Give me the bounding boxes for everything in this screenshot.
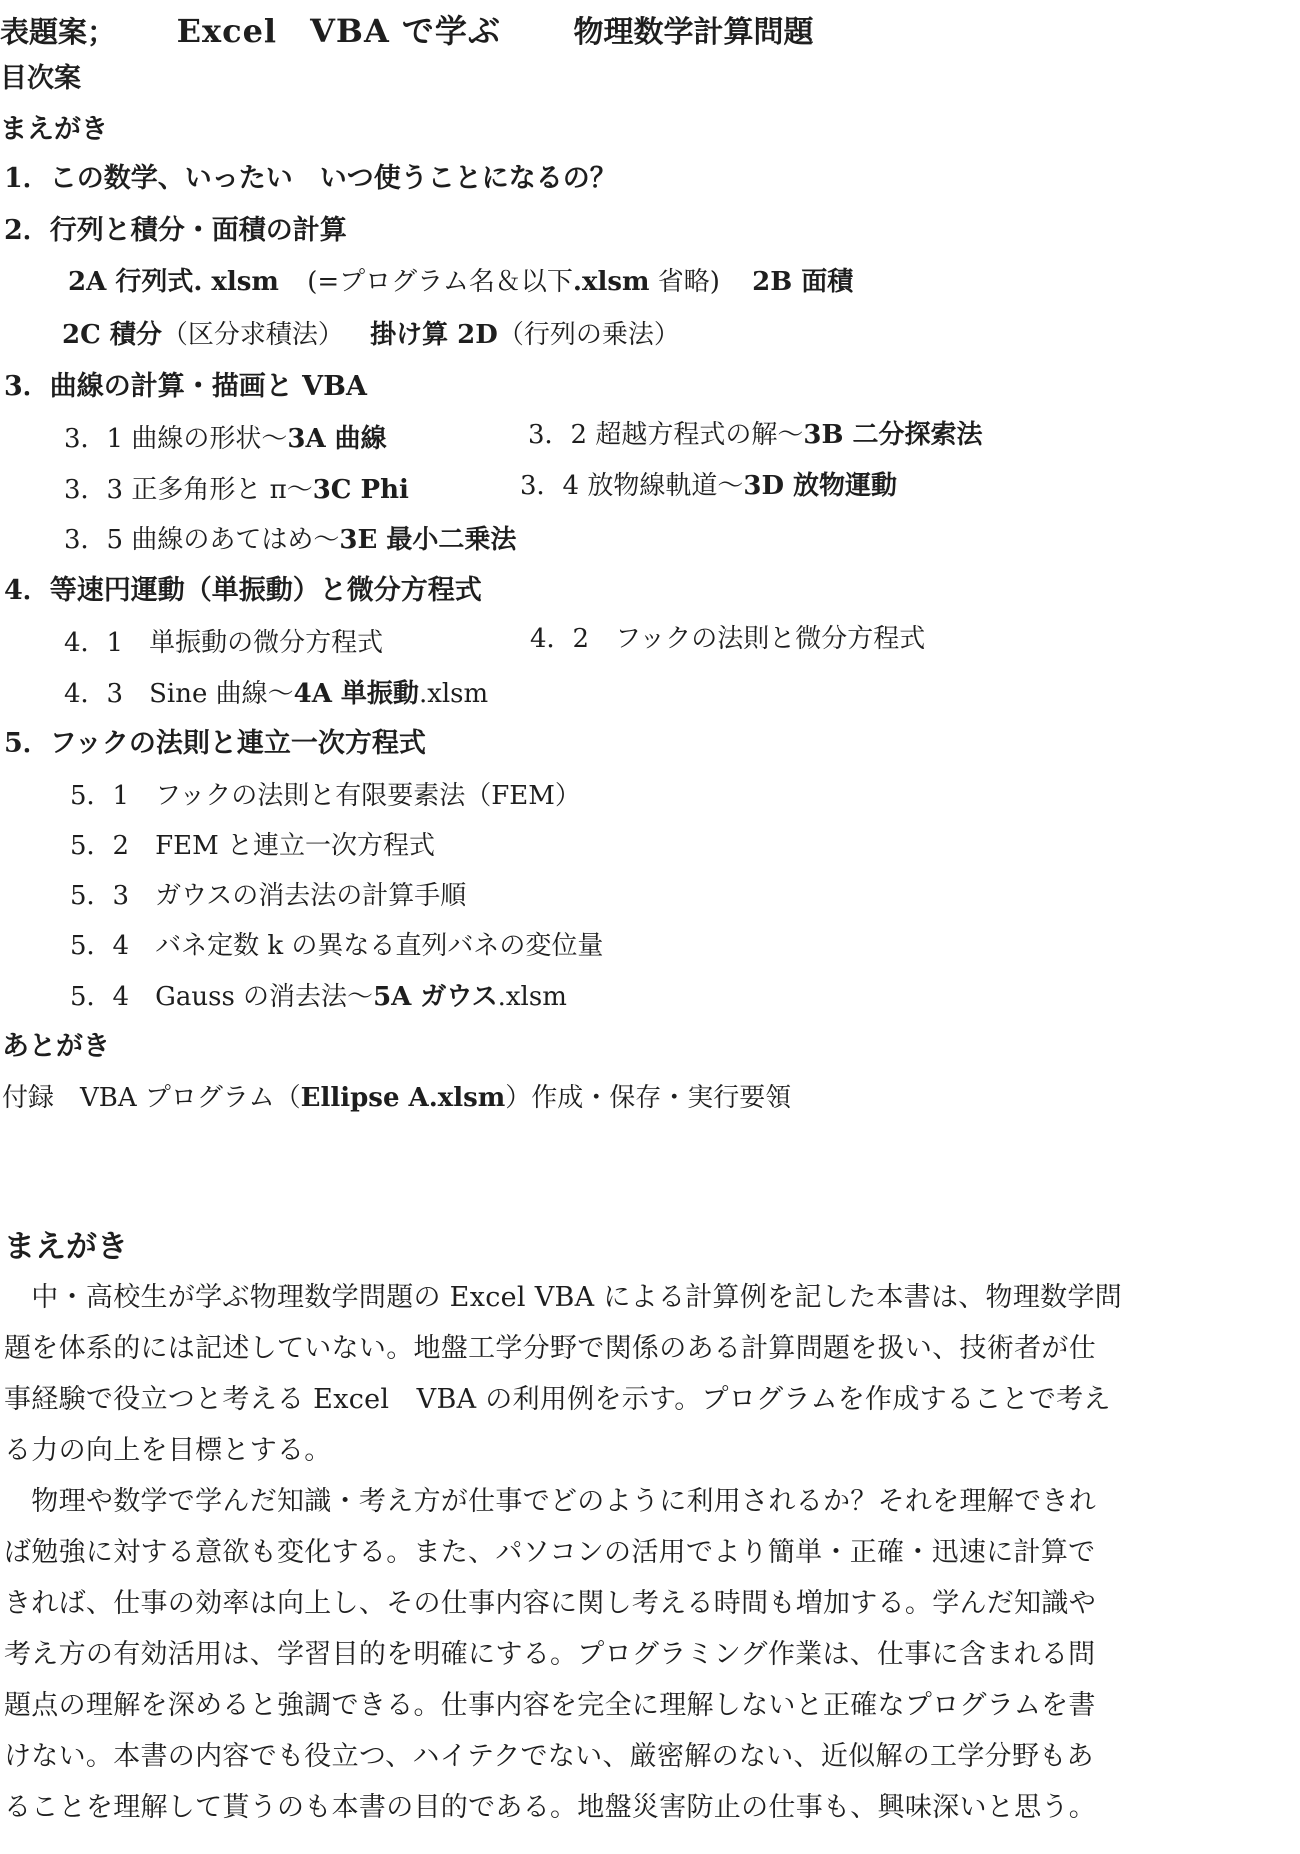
toc-ch5-3: 5．3 ガウスの消去法の計算手順 bbox=[70, 881, 467, 911]
toc-ch5-2: 5．2 FEM と連立一次方程式 bbox=[70, 831, 435, 861]
toc-ch5-4: 5．4 バネ定数 k の異なる直列バネの変位量 bbox=[70, 931, 604, 961]
maegaki-heading: まえがき bbox=[4, 1229, 128, 1265]
toc-ch2-note-ext: .xlsm bbox=[572, 267, 650, 297]
maegaki-line: 中・高校生が学ぶ物理数学問題の Excel VBA による計算例を記した本書は、物理数学問 bbox=[4, 1282, 1123, 1313]
toc-ch4-1: 4．1 単振動の微分方程式 bbox=[64, 628, 384, 658]
toc-ch3-1: 3．1 曲線の形状～3A 曲線 bbox=[64, 424, 387, 454]
toc-ch2-item-2a: 2A 行列式. xlsm bbox=[68, 267, 279, 297]
title-lead: 表題案； bbox=[0, 15, 117, 49]
toc-ch2-row1 bbox=[68, 265, 853, 299]
title-line bbox=[0, 14, 814, 51]
toc-chapter-1: 1．この数学、いったい いつ使うことになるの？ bbox=[4, 163, 617, 194]
toc-ch2-item-2d-note: （行列の乗法） bbox=[497, 320, 680, 350]
toc-ch5-1: 5．1 フックの法則と有限要素法（FEM） bbox=[70, 781, 581, 811]
maegaki-line: ることを理解して貰うのも本書の目的である。地盤災害防止の仕事も、興味深いと思う。 bbox=[4, 1792, 1096, 1823]
maegaki-line: 題点の理解を深めると強調できる。仕事内容を完全に理解しないと正確なプログラムを書 bbox=[4, 1690, 1096, 1721]
toc-ch2-note-end: 省略) bbox=[657, 267, 720, 297]
maegaki-line: 題を体系的には記述していない。地盤工学分野で関係のある計算問題を扱い、技術者が仕 bbox=[4, 1333, 1096, 1364]
toc-ch5-5: 5．4 Gauss の消去法～5A ガウス.xlsm bbox=[70, 982, 567, 1012]
title-main: Excel VBA で学ぶ bbox=[176, 12, 501, 50]
toc-appendix: 付録 VBA プログラム（Ellipse A.xlsm）作成・保存・実行要領 bbox=[2, 1083, 792, 1113]
toc-ch3-3: 3．3 正多角形と π～3C Phi bbox=[64, 475, 409, 505]
maegaki-line: 物理や数学で学んだ知識・考え方が仕事でどのように利用されるか？それを理解できれ bbox=[4, 1486, 1096, 1517]
toc-ch3-2: 3．2 超越方程式の解～3B 二分探索法 bbox=[528, 420, 983, 450]
toc-heading: 目次案 bbox=[0, 63, 81, 94]
toc-afterword: あとがき bbox=[2, 1031, 110, 1062]
maegaki-line: けない。本書の内容でも役立つ、ハイテクでない、厳密解のない、近似解の工学分野もあ bbox=[4, 1741, 1094, 1772]
toc-chapter-4: 4．等速円運動（単振動）と微分方程式 bbox=[4, 575, 482, 606]
toc-ch2-note: (=プログラム名＆以下 bbox=[307, 267, 573, 297]
toc-ch2-item-2c: 2C 積分 bbox=[62, 320, 162, 350]
toc-chapter-2: 2．行列と積分・面積の計算 bbox=[4, 215, 347, 246]
toc-preface: まえがき bbox=[0, 114, 108, 145]
maegaki-line: る力の向上を目標とする。 bbox=[4, 1435, 332, 1466]
maegaki-line: きれば、仕事の効率は向上し、その仕事内容に関し考える時間も増加する。学んだ知識や bbox=[4, 1588, 1096, 1619]
toc-ch2-item-2c-note: （区分求積法） bbox=[161, 320, 344, 350]
toc-ch2-item-2d: 掛け算 2D bbox=[370, 320, 498, 350]
toc-ch3-5: 3．5 曲線のあてはめ～3E 最小二乗法 bbox=[64, 525, 517, 555]
toc-ch2-row2 bbox=[62, 318, 680, 352]
maegaki-line: 事経験で役立つと考える Excel VBA の利用例を示す。プログラムを作成することで考え bbox=[4, 1384, 1111, 1415]
toc-ch2-item-2b: 2B 面積 bbox=[752, 267, 854, 297]
toc-chapter-5: 5．フックの法則と連立一次方程式 bbox=[4, 728, 426, 759]
maegaki-line: 考え方の有効活用は、学習目的を明確にする。プログラミング作業は、仕事に含まれる問 bbox=[4, 1639, 1096, 1670]
toc-ch4-2: 4．2 フックの法則と微分方程式 bbox=[530, 624, 926, 654]
toc-ch3-4: 3．4 放物線軌道～3D 放物運動 bbox=[520, 471, 898, 501]
toc-chapter-3: 3．曲線の計算・描画と VBA bbox=[4, 371, 367, 402]
maegaki-line: ば勉強に対する意欲も変化する。また、パソコンの活用でより簡単・正確・迅速に計算で bbox=[4, 1537, 1096, 1568]
toc-ch4-3: 4．3 Sine 曲線～4A 単振動.xlsm bbox=[64, 679, 489, 709]
title-sub: 物理数学計算問題 bbox=[573, 15, 814, 50]
